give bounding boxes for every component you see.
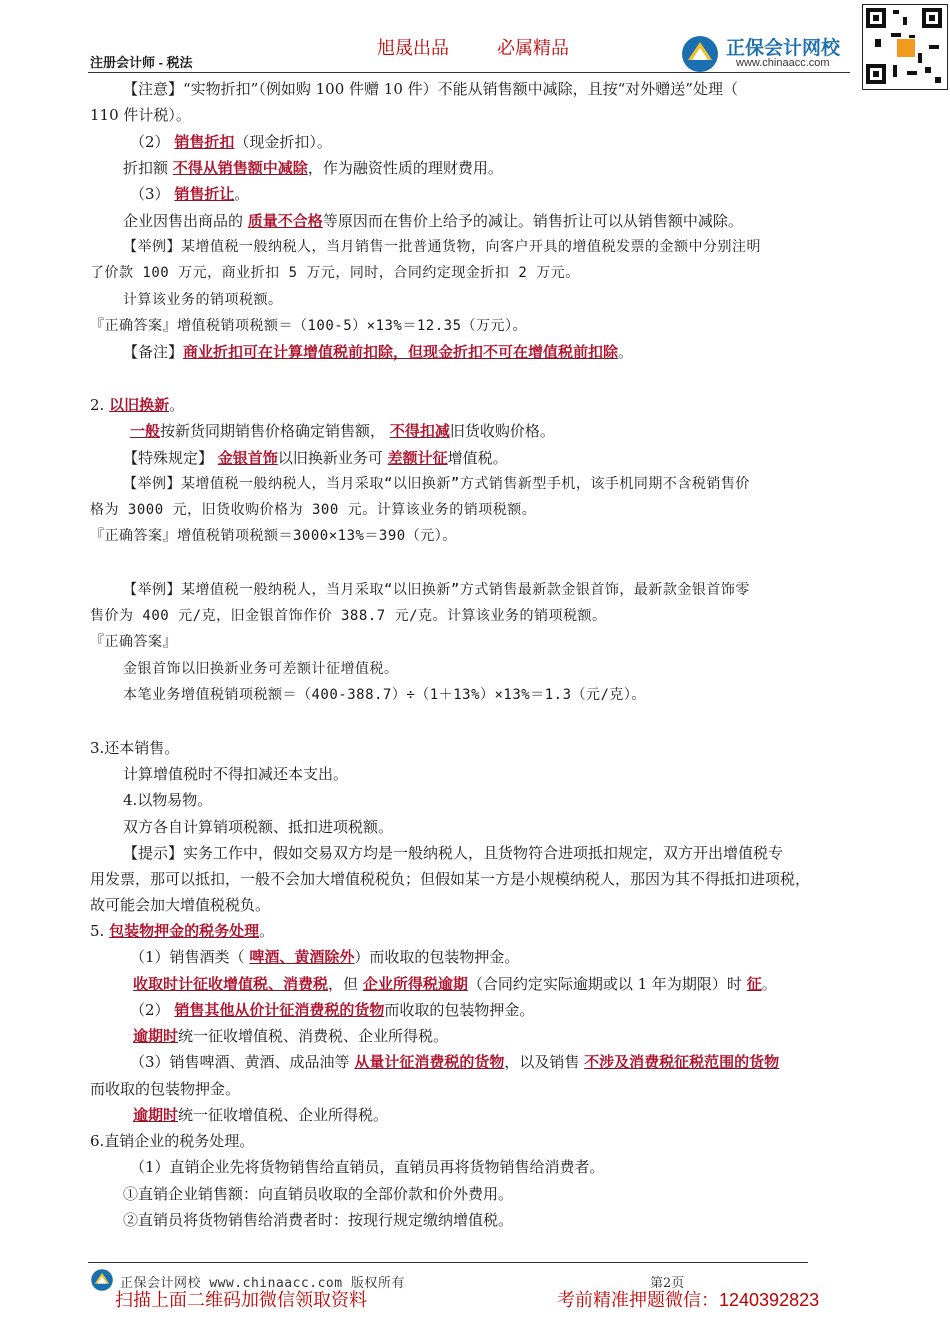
header-brand-right: 必属精品 <box>497 38 569 58</box>
answer-line: 『正确答案』 <box>90 634 177 650</box>
answer-line: 『正确答案』增值税销项税额＝3000×13%＝390（元）。 <box>90 528 457 544</box>
text-line: 逾期时统一征收增值税、消费税、企业所得税。 <box>133 1027 449 1045</box>
footer-page-number: 第2页 <box>650 1276 685 1291</box>
example-line: 【举例】某增值税一般纳税人，当月采取“以旧换新”方式销售新型手机，该手机同期不含税销售价 <box>123 476 750 492</box>
text-line: （1）直销企业先将货物销售给直销员，直销员再将货物销售给消费者。 <box>130 1158 605 1176</box>
header-subject: 注册会计师 - 税法 <box>90 55 193 70</box>
footer-promo-right[interactable]: 考前精准押题微信：1240392823 <box>557 1290 820 1310</box>
example-line: 【举例】某增值税一般纳税人，当月销售一批普通货物，向客户开具的增值税发票的金额中分别注明 <box>123 239 761 255</box>
item-sales-discount: （2） 销售折扣（现金折扣）。 <box>130 133 332 151</box>
special-rule-line: 【特殊规定】 金银首饰以旧换新业务可 差额计征增值税。 <box>123 449 508 467</box>
text-line: ①直销企业销售额：向直销员收取的全部价款和价外费用。 <box>123 1185 514 1203</box>
text-line: （3）销售啤酒、黄酒、成品油等 从量计征消费税的货物，以及销售 不涉及消费税征税范围的货物 <box>130 1053 780 1071</box>
text-line: 而收取的包装物押金。 <box>90 1080 241 1098</box>
tip-line: 用发票，那可以抵扣，一般不会加大增值税税负；但假如某一方是小规模纳税人，那因为其不得抵扣进项税， <box>90 870 811 888</box>
example-line: 格为 3000 元，旧货收购价格为 300 元。计算该业务的销项税额。 <box>90 502 537 518</box>
example-line: 计算该业务的销项税额。 <box>123 292 283 308</box>
footer-copyright: 正保会计网校 www.chinaacc.com 版权所有 <box>120 1276 405 1291</box>
answer-line: 本笔业务增值税销项税额＝（400-388.7）÷（1＋13%）×13%＝1.3（元/克）。 <box>123 687 646 703</box>
footer-logo-icon <box>90 1268 114 1292</box>
text-line: 收取时计征收增值税、消费税，但 企业所得税逾期（合同约定实际逾期或以 1 年为期限）时 征。 <box>133 975 777 993</box>
note-line: 【注意】“实物折扣”（例如购 100 件赠 10 件）不能从销售额中减除，且按“对外赠送”处理（ <box>123 80 738 98</box>
text-line: 折扣额 不得从销售额中减除，作为融资性质的理财费用。 <box>123 159 503 177</box>
answer-line: 『正确答案』增值税销项税额＝（100-5）×13%＝12.35（万元）。 <box>90 318 528 334</box>
text-line: （2） 销售其他从价计征消费税的货物而收取的包装物押金。 <box>130 1001 535 1019</box>
section-title: 3.还本销售。 <box>90 739 180 757</box>
answer-line: 金银首饰以旧换新业务可差额计征增值税。 <box>123 661 399 677</box>
section-title: 4.以物易物。 <box>123 791 213 809</box>
tip-line: 故可能会加大增值税税负。 <box>90 896 271 914</box>
text-line: 双方各自计算销项税额、抵扣进项税额。 <box>123 818 394 836</box>
footer-divider <box>88 1262 808 1263</box>
example-line: 售价为 400 元/克，旧金银首饰作价 388.7 元/克。计算该业务的销项税额。 <box>90 608 607 624</box>
section-trade-in: 2. 以旧换新。 <box>90 396 185 414</box>
text-line: （1）销售酒类（ 啤酒、黄酒除外）而收取的包装物押金。 <box>130 948 520 966</box>
logo-text: 正保会计网校 <box>726 38 841 59</box>
logo-url: www.chinaacc.com <box>736 57 830 69</box>
remark-line: 【备注】商业折扣可在计算增值税前扣除，但现金折扣不可在增值税前扣除。 <box>123 343 634 361</box>
text-line: 110 件计税）。 <box>90 106 191 124</box>
item-sales-allowance: （3） 销售折让。 <box>130 185 250 203</box>
footer-promo-left[interactable]: 扫描上面二维码加微信领取资料 <box>115 1290 367 1310</box>
text-line: 逾期时统一征收增值税、企业所得税。 <box>133 1106 389 1124</box>
tip-line: 【提示】实务工作中，假如交易双方均是一般纳税人，且货物符合进项抵扣规定，双方开出增值税专 <box>123 844 784 862</box>
example-line: 【举例】某增值税一般纳税人，当月采取“以旧换新”方式销售最新款金银首饰，最新款金银首饰零 <box>123 582 750 598</box>
example-line: 了价款 100 万元，商业折扣 5 万元，同时，合同约定现金折扣 2 万元。 <box>90 265 580 281</box>
header-brand-left: 旭晟出品 <box>377 38 449 58</box>
section-packaging-deposit: 5. 包装物押金的税务处理。 <box>90 922 275 940</box>
text-line: 一般按新货同期销售价格确定销售额， 不得扣减旧货收购价格。 <box>130 422 555 440</box>
text-line: ②直销员将货物销售给消费者时：按现行规定缴纳增值税。 <box>123 1211 514 1229</box>
text-line: 计算增值税时不得扣减还本支出。 <box>123 765 349 783</box>
text-line: 企业因售出商品的 质量不合格等原因而在售价上给予的减让。销售折让可以从销售额中减除。 <box>123 212 743 230</box>
section-title: 6.直销企业的税务处理。 <box>90 1132 255 1150</box>
